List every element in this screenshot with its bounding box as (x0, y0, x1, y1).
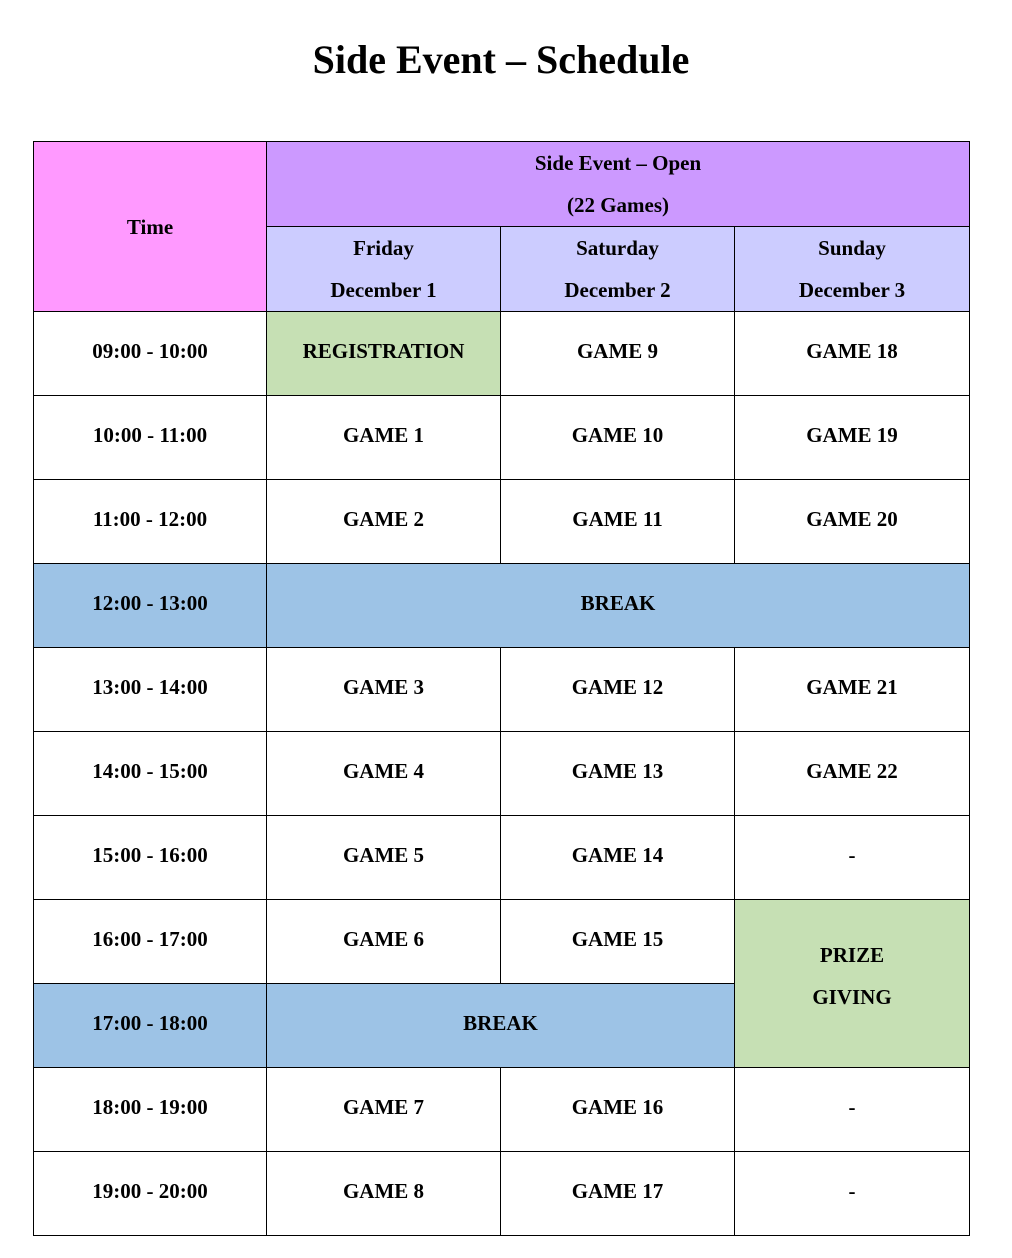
time-column-header (34, 142, 267, 312)
prize-giving-line: PRIZE (819, 942, 885, 967)
day-name: Friday (353, 236, 414, 260)
day-date: December 1 (330, 278, 437, 302)
time-cell: 14:00 - 15:00 (34, 732, 267, 816)
day-header-saturday (501, 227, 735, 312)
time-cell: 19:00 - 20:00 (34, 1152, 267, 1236)
table-row (34, 732, 970, 816)
table-row (34, 900, 970, 984)
time-cell: 15:00 - 16:00 (34, 816, 267, 900)
empty-cell: - (735, 816, 970, 900)
game-cell: GAME 14 (501, 816, 735, 900)
time-header-label: Time (126, 214, 174, 239)
game-cell: GAME 18 (735, 312, 970, 396)
break-cell: BREAK (267, 564, 970, 648)
schedule-table (33, 141, 970, 1236)
game-cell: GAME 3 (267, 648, 501, 732)
table-row (34, 816, 970, 900)
time-cell: 13:00 - 14:00 (34, 648, 267, 732)
game-cell: GAME 22 (735, 732, 970, 816)
game-cell: GAME 8 (267, 1152, 501, 1236)
game-cell: GAME 11 (501, 480, 735, 564)
game-cell: GAME 5 (267, 816, 501, 900)
time-cell: 09:00 - 10:00 (34, 312, 267, 396)
event-header (267, 142, 970, 227)
game-cell: GAME 6 (267, 900, 501, 984)
game-cell: GAME 4 (267, 732, 501, 816)
game-cell: GAME 7 (267, 1068, 501, 1152)
table-row (34, 648, 970, 732)
time-cell: 10:00 - 11:00 (34, 396, 267, 480)
table-row (34, 312, 970, 396)
registration-cell: REGISTRATION (267, 312, 501, 396)
page-title: Side Event – Schedule (312, 37, 690, 82)
game-cell: GAME 19 (735, 396, 970, 480)
day-header-friday (267, 227, 501, 312)
table-row (34, 1068, 970, 1152)
day-name: Saturday (576, 236, 659, 260)
game-cell: GAME 16 (501, 1068, 735, 1152)
table-row (34, 396, 970, 480)
table-row (34, 1152, 970, 1236)
game-cell: GAME 1 (267, 396, 501, 480)
break-row (34, 564, 970, 648)
day-date: December 3 (798, 278, 906, 302)
day-header-sunday (735, 227, 970, 312)
time-cell: 12:00 - 13:00 (34, 564, 267, 648)
game-cell: GAME 15 (501, 900, 735, 984)
day-date: December 2 (564, 278, 671, 302)
prize-giving-cell (735, 900, 970, 1068)
game-cell: GAME 21 (735, 648, 970, 732)
time-cell: 16:00 - 17:00 (34, 900, 267, 984)
event-games-count: (22 Games) (566, 193, 670, 217)
game-cell: GAME 9 (501, 312, 735, 396)
game-cell: GAME 13 (501, 732, 735, 816)
table-row (34, 480, 970, 564)
game-cell: GAME 20 (735, 480, 970, 564)
game-cell: GAME 10 (501, 396, 735, 480)
prize-giving-line: GIVING (812, 984, 892, 1009)
game-cell: GAME 2 (267, 480, 501, 564)
empty-cell: - (735, 1152, 970, 1236)
event-name: Side Event – Open (534, 151, 702, 175)
time-cell: 17:00 - 18:00 (34, 984, 267, 1068)
game-cell: GAME 17 (501, 1152, 735, 1236)
time-cell: 11:00 - 12:00 (34, 480, 267, 564)
time-cell: 18:00 - 19:00 (34, 1068, 267, 1152)
header-row-event (34, 142, 970, 227)
empty-cell: - (735, 1068, 970, 1152)
day-name: Sunday (818, 236, 886, 260)
game-cell: GAME 12 (501, 648, 735, 732)
break-cell: BREAK (267, 984, 735, 1068)
